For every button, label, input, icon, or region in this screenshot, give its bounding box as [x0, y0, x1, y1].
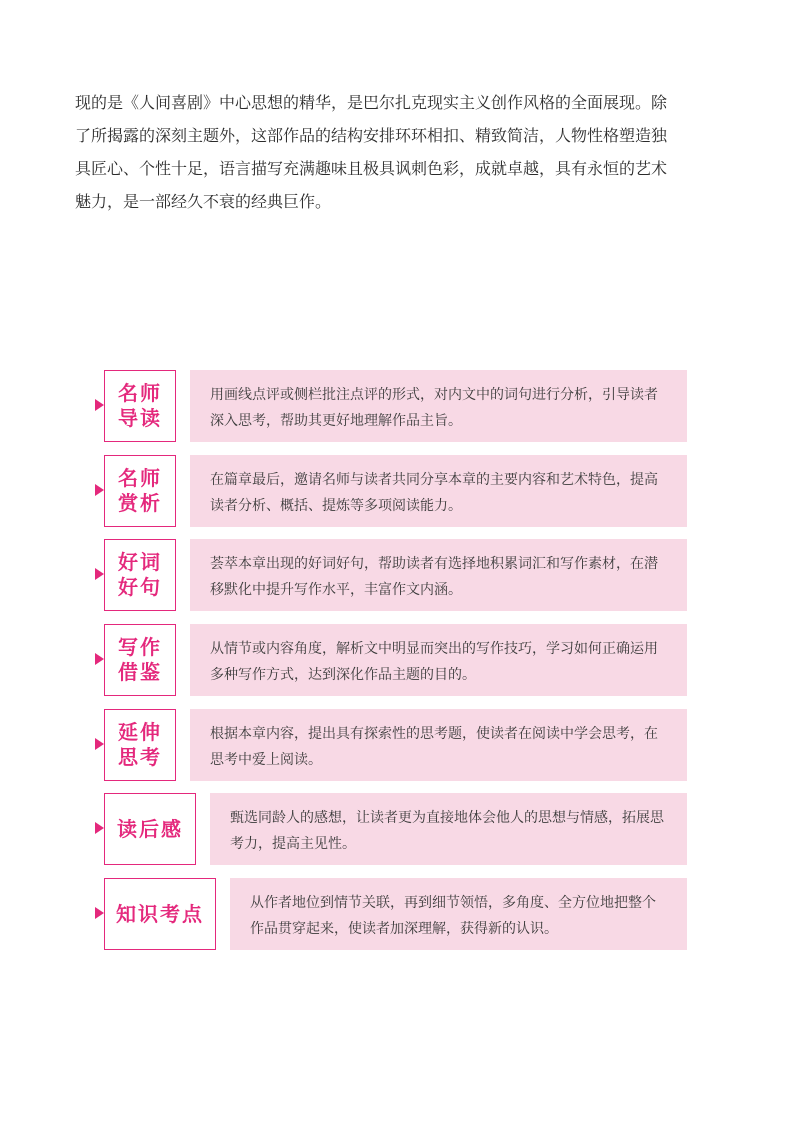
feature-description: 从情节或内容角度，解析文中明显而突出的写作技巧，学习如何正确运用多种写作方式，达到深化作品主题的目的。	[210, 641, 658, 683]
feature-description-box	[190, 455, 687, 527]
feature-label: 好词好句	[118, 550, 162, 599]
feature-label-box	[104, 878, 216, 950]
triangle-marker-icon	[95, 484, 104, 496]
triangle-marker-icon	[95, 399, 104, 411]
feature-description: 根据本章内容，提出具有探索性的思考题，使读者在阅读中学会思考，在思考中爱上阅读。	[210, 726, 658, 768]
feature-description-box	[190, 539, 687, 611]
feature-label-box	[104, 370, 176, 442]
feature-label-box	[104, 539, 176, 611]
triangle-marker-icon	[95, 907, 104, 919]
feature-description: 在篇章最后，邀请名师与读者共同分享本章的主要内容和艺术特色，提高读者分析、概括、提炼等多项阅读能力。	[210, 472, 658, 514]
feature-label: 读后感	[117, 816, 183, 841]
feature-description-box	[190, 370, 687, 442]
intro-line: 具匠心、个性十足，语言描写充满趣味且极具讽刺色彩，成就卓越，具有永恒的艺术	[75, 159, 668, 178]
triangle-marker-icon	[95, 738, 104, 750]
feature-description-box	[230, 878, 687, 950]
intro-paragraph	[75, 86, 705, 218]
feature-description-box	[210, 793, 687, 865]
feature-label-box	[104, 793, 196, 865]
feature-label: 写作借鉴	[118, 635, 162, 684]
feature-label: 知识考点	[116, 901, 204, 926]
triangle-marker-icon	[95, 568, 104, 580]
feature-label: 名师导读	[118, 381, 162, 430]
feature-label: 延伸思考	[118, 720, 162, 769]
feature-description-box	[190, 709, 687, 781]
feature-description-box	[190, 624, 687, 696]
feature-label-box	[104, 709, 176, 781]
feature-description: 荟萃本章出现的好词好句，帮助读者有选择地积累词汇和写作素材，在潜移默化中提升写作水平，丰富作文内涵。	[210, 556, 658, 598]
intro-line: 了所揭露的深刻主题外，这部作品的结构安排环环相扣、精致简洁，人物性格塑造独	[75, 126, 668, 145]
triangle-marker-icon	[95, 822, 104, 834]
intro-line: 魅力，是一部经久不衰的经典巨作。	[75, 192, 332, 211]
feature-label-box	[104, 455, 176, 527]
feature-label-box	[104, 624, 176, 696]
triangle-marker-icon	[95, 653, 104, 665]
feature-description: 从作者地位到情节关联，再到细节领悟，多角度、全方位地把整个作品贯穿起来，使读者加深理解，获得新的认识。	[250, 895, 656, 937]
feature-label: 名师赏析	[118, 466, 162, 515]
feature-description: 用画线点评或侧栏批注点评的形式，对内文中的词句进行分析，引导读者深入思考，帮助其更好地理解作品主旨。	[210, 387, 658, 429]
intro-line: 现的是《人间喜剧》中心思想的精华，是巴尔扎克现实主义创作风格的全面展现。除	[75, 93, 668, 112]
feature-description: 甄选同龄人的感想，让读者更为直接地体会他人的思想与情感，拓展思考力，提高主见性。	[230, 810, 664, 852]
